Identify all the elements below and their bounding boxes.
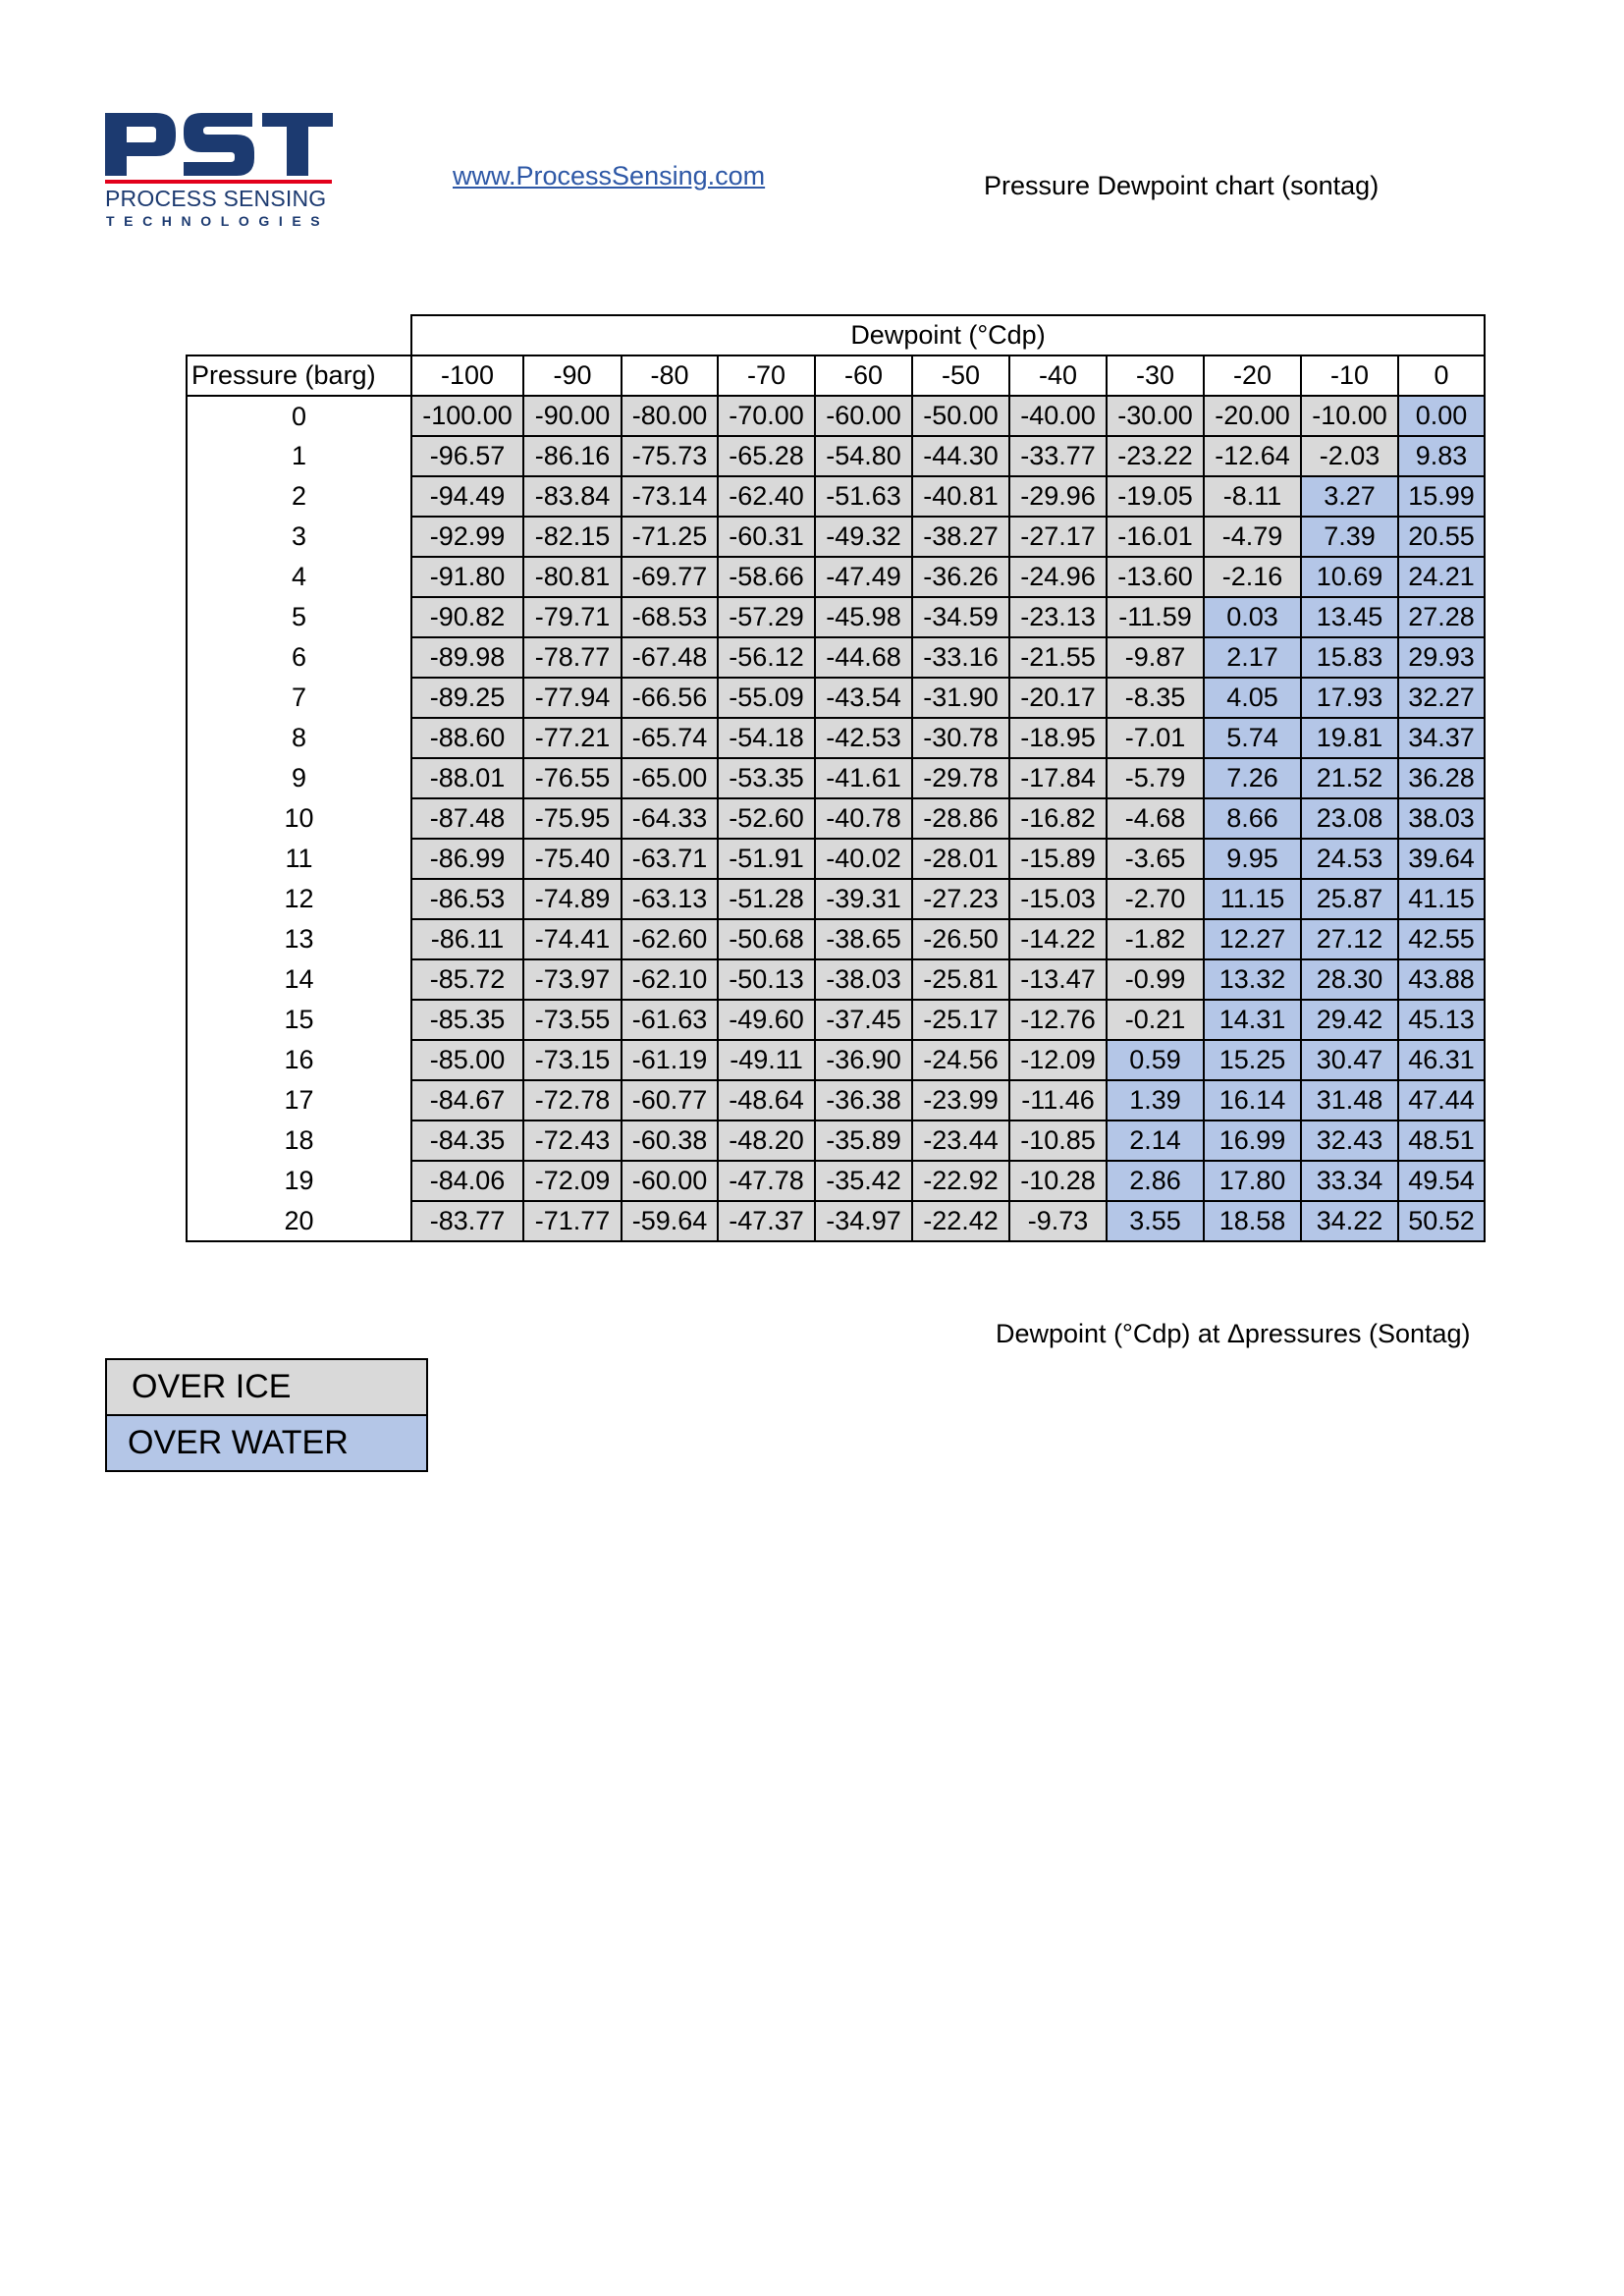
pst-logo-mark bbox=[105, 113, 333, 176]
dewpoint-cell-over-ice: -10.85 bbox=[1009, 1121, 1107, 1161]
pressure-cell: 12 bbox=[187, 879, 411, 919]
dewpoint-cell-over-ice: -30.78 bbox=[912, 718, 1009, 758]
dewpoint-cell-over-ice: -42.53 bbox=[815, 718, 912, 758]
dewpoint-cell-over-water: 17.93 bbox=[1301, 678, 1398, 718]
dewpoint-cell-over-ice: -55.09 bbox=[718, 678, 815, 718]
dewpoint-column-header: -90 bbox=[523, 355, 622, 396]
dewpoint-cell-over-ice: -14.22 bbox=[1009, 919, 1107, 959]
dewpoint-cell-over-water: 9.95 bbox=[1204, 839, 1301, 879]
dewpoint-cell-over-ice: -50.13 bbox=[718, 959, 815, 1000]
dewpoint-cell-over-ice: -36.90 bbox=[815, 1040, 912, 1080]
dewpoint-cell-over-water: 4.05 bbox=[1204, 678, 1301, 718]
dewpoint-cell-over-water: 34.22 bbox=[1301, 1201, 1398, 1241]
dewpoint-cell-over-ice: -10.00 bbox=[1301, 396, 1398, 436]
pst-logo bbox=[105, 113, 333, 229]
dewpoint-cell-over-ice: -28.86 bbox=[912, 798, 1009, 839]
dewpoint-cell-over-ice: -23.13 bbox=[1009, 597, 1107, 637]
dewpoint-cell-over-water: 3.27 bbox=[1301, 476, 1398, 517]
table-row bbox=[187, 396, 1485, 436]
legend-over-water: OVER WATER bbox=[105, 1414, 428, 1472]
dewpoint-cell-over-water: 3.55 bbox=[1107, 1201, 1204, 1241]
dewpoint-cell-over-ice: -62.40 bbox=[718, 476, 815, 517]
dewpoint-cell-over-water: 0.59 bbox=[1107, 1040, 1204, 1080]
dewpoint-cell-over-ice: -34.97 bbox=[815, 1201, 912, 1241]
dewpoint-cell-over-water: 27.28 bbox=[1398, 597, 1485, 637]
dewpoint-cell-over-ice: -51.28 bbox=[718, 879, 815, 919]
dewpoint-cell-over-ice: -72.43 bbox=[523, 1121, 622, 1161]
dewpoint-cell-over-ice: -70.00 bbox=[718, 396, 815, 436]
dewpoint-cell-over-ice: -44.68 bbox=[815, 637, 912, 678]
dewpoint-cell-over-ice: -54.80 bbox=[815, 436, 912, 476]
dewpoint-cell-over-ice: -48.20 bbox=[718, 1121, 815, 1161]
dewpoint-cell-over-water: 2.14 bbox=[1107, 1121, 1204, 1161]
dewpoint-cell-over-ice: -88.01 bbox=[411, 758, 523, 798]
dewpoint-cell-over-water: 34.37 bbox=[1398, 718, 1485, 758]
table-row bbox=[187, 597, 1485, 637]
table-row bbox=[187, 1040, 1485, 1080]
table-row bbox=[187, 718, 1485, 758]
table-row bbox=[187, 1201, 1485, 1241]
dewpoint-cell-over-ice: -8.35 bbox=[1107, 678, 1204, 718]
dewpoint-cell-over-ice: -58.66 bbox=[718, 557, 815, 597]
dewpoint-cell-over-ice: -65.28 bbox=[718, 436, 815, 476]
table-row bbox=[187, 758, 1485, 798]
dewpoint-cell-over-ice: -83.77 bbox=[411, 1201, 523, 1241]
pressure-cell: 5 bbox=[187, 597, 411, 637]
dewpoint-cell-over-ice: -62.60 bbox=[622, 919, 718, 959]
dewpoint-cell-over-ice: -22.92 bbox=[912, 1161, 1009, 1201]
dewpoint-cell-over-ice: -25.81 bbox=[912, 959, 1009, 1000]
dewpoint-table bbox=[186, 314, 1486, 1242]
logo-accent-line bbox=[105, 180, 332, 184]
pressure-cell: 15 bbox=[187, 1000, 411, 1040]
dewpoint-cell-over-water: 23.08 bbox=[1301, 798, 1398, 839]
dewpoint-cell-over-ice: -19.05 bbox=[1107, 476, 1204, 517]
chart-title: Pressure Dewpoint chart (sontag) bbox=[984, 171, 1380, 200]
dewpoint-cell-over-ice: -53.35 bbox=[718, 758, 815, 798]
dewpoint-cell-over-water: 7.26 bbox=[1204, 758, 1301, 798]
dewpoint-cell-over-ice: -12.76 bbox=[1009, 1000, 1107, 1040]
dewpoint-cell-over-ice: -73.55 bbox=[523, 1000, 622, 1040]
dewpoint-cell-over-ice: -72.78 bbox=[523, 1080, 622, 1121]
dewpoint-cell-over-ice: -89.98 bbox=[411, 637, 523, 678]
dewpoint-cell-over-water: 11.15 bbox=[1204, 879, 1301, 919]
dewpoint-cell-over-water: 28.30 bbox=[1301, 959, 1398, 1000]
dewpoint-cell-over-ice: -91.80 bbox=[411, 557, 523, 597]
dewpoint-cell-over-ice: -33.77 bbox=[1009, 436, 1107, 476]
dewpoint-cell-over-ice: -40.81 bbox=[912, 476, 1009, 517]
dewpoint-cell-over-ice: -40.00 bbox=[1009, 396, 1107, 436]
dewpoint-cell-over-ice: -8.11 bbox=[1204, 476, 1301, 517]
dewpoint-cell-over-ice: -30.00 bbox=[1107, 396, 1204, 436]
dewpoint-cell-over-ice: -18.95 bbox=[1009, 718, 1107, 758]
dewpoint-header: Dewpoint (°Cdp) bbox=[411, 315, 1485, 355]
dewpoint-cell-over-ice: -29.78 bbox=[912, 758, 1009, 798]
dewpoint-cell-over-ice: -38.03 bbox=[815, 959, 912, 1000]
dewpoint-cell-over-ice: -35.89 bbox=[815, 1121, 912, 1161]
dewpoint-cell-over-water: 31.48 bbox=[1301, 1080, 1398, 1121]
dewpoint-cell-over-ice: -60.31 bbox=[718, 517, 815, 557]
pressure-cell: 1 bbox=[187, 436, 411, 476]
dewpoint-cell-over-ice: -92.99 bbox=[411, 517, 523, 557]
dewpoint-cell-over-ice: -34.59 bbox=[912, 597, 1009, 637]
dewpoint-cell-over-ice: -90.00 bbox=[523, 396, 622, 436]
dewpoint-cell-over-ice: -59.64 bbox=[622, 1201, 718, 1241]
pressure-cell: 3 bbox=[187, 517, 411, 557]
pressure-cell: 10 bbox=[187, 798, 411, 839]
dewpoint-cell-over-ice: -86.11 bbox=[411, 919, 523, 959]
dewpoint-cell-over-ice: -84.35 bbox=[411, 1121, 523, 1161]
dewpoint-cell-over-ice: -56.12 bbox=[718, 637, 815, 678]
dewpoint-cell-over-water: 9.83 bbox=[1398, 436, 1485, 476]
dewpoint-cell-over-water: 2.86 bbox=[1107, 1161, 1204, 1201]
dewpoint-cell-over-ice: -94.49 bbox=[411, 476, 523, 517]
pressure-cell: 11 bbox=[187, 839, 411, 879]
dewpoint-cell-over-ice: -49.11 bbox=[718, 1040, 815, 1080]
dewpoint-cell-over-ice: -27.23 bbox=[912, 879, 1009, 919]
dewpoint-cell-over-ice: -20.17 bbox=[1009, 678, 1107, 718]
pressure-cell: 14 bbox=[187, 959, 411, 1000]
dewpoint-cell-over-ice: -23.22 bbox=[1107, 436, 1204, 476]
dewpoint-cell-over-water: 50.52 bbox=[1398, 1201, 1485, 1241]
dewpoint-cell-over-water: 10.69 bbox=[1301, 557, 1398, 597]
pressure-cell: 19 bbox=[187, 1161, 411, 1201]
dewpoint-cell-over-water: 24.21 bbox=[1398, 557, 1485, 597]
dewpoint-cell-over-ice: -74.41 bbox=[523, 919, 622, 959]
dewpoint-cell-over-ice: -33.16 bbox=[912, 637, 1009, 678]
dewpoint-cell-over-water: 13.45 bbox=[1301, 597, 1398, 637]
dewpoint-cell-over-ice: -29.96 bbox=[1009, 476, 1107, 517]
dewpoint-cell-over-ice: -38.27 bbox=[912, 517, 1009, 557]
dewpoint-cell-over-ice: -65.00 bbox=[622, 758, 718, 798]
dewpoint-cell-over-ice: -100.00 bbox=[411, 396, 523, 436]
dewpoint-cell-over-water: 27.12 bbox=[1301, 919, 1398, 959]
dewpoint-cell-over-ice: -84.67 bbox=[411, 1080, 523, 1121]
dewpoint-cell-over-water: 46.31 bbox=[1398, 1040, 1485, 1080]
dewpoint-cell-over-ice: -36.26 bbox=[912, 557, 1009, 597]
dewpoint-cell-over-water: 0.03 bbox=[1204, 597, 1301, 637]
dewpoint-cell-over-ice: -63.13 bbox=[622, 879, 718, 919]
dewpoint-cell-over-ice: -47.37 bbox=[718, 1201, 815, 1241]
dewpoint-cell-over-ice: -12.09 bbox=[1009, 1040, 1107, 1080]
dewpoint-cell-over-ice: -11.59 bbox=[1107, 597, 1204, 637]
dewpoint-cell-over-water: 21.52 bbox=[1301, 758, 1398, 798]
table-row bbox=[187, 557, 1485, 597]
dewpoint-cell-over-ice: -47.78 bbox=[718, 1161, 815, 1201]
dewpoint-cell-over-ice: -21.55 bbox=[1009, 637, 1107, 678]
dewpoint-cell-over-ice: -40.02 bbox=[815, 839, 912, 879]
table-row bbox=[187, 637, 1485, 678]
dewpoint-cell-over-water: 39.64 bbox=[1398, 839, 1485, 879]
dewpoint-cell-over-ice: -4.79 bbox=[1204, 517, 1301, 557]
dewpoint-cell-over-ice: -73.15 bbox=[523, 1040, 622, 1080]
dewpoint-cell-over-ice: -71.25 bbox=[622, 517, 718, 557]
dewpoint-cell-over-water: 12.27 bbox=[1204, 919, 1301, 959]
dewpoint-cell-over-ice: -67.48 bbox=[622, 637, 718, 678]
dewpoint-cell-over-ice: -73.97 bbox=[523, 959, 622, 1000]
table-caption: Dewpoint (°Cdp) at Δpressures (Sontag) bbox=[996, 1319, 1471, 1348]
dewpoint-cell-over-ice: -74.89 bbox=[523, 879, 622, 919]
dewpoint-cell-over-ice: -27.17 bbox=[1009, 517, 1107, 557]
dewpoint-cell-over-ice: -79.71 bbox=[523, 597, 622, 637]
dewpoint-cell-over-ice: -73.14 bbox=[622, 476, 718, 517]
table-row bbox=[187, 879, 1485, 919]
dewpoint-cell-over-ice: -23.44 bbox=[912, 1121, 1009, 1161]
table-row bbox=[187, 1161, 1485, 1201]
logo-company-name: PROCESS SENSING bbox=[105, 186, 327, 211]
table-row bbox=[187, 517, 1485, 557]
dewpoint-cell-over-ice: -11.46 bbox=[1009, 1080, 1107, 1121]
dewpoint-column-header: -50 bbox=[912, 355, 1009, 396]
dewpoint-cell-over-ice: -35.42 bbox=[815, 1161, 912, 1201]
dewpoint-cell-over-ice: -2.03 bbox=[1301, 436, 1398, 476]
table-row bbox=[187, 959, 1485, 1000]
dewpoint-cell-over-ice: -61.63 bbox=[622, 1000, 718, 1040]
dewpoint-cell-over-water: 30.47 bbox=[1301, 1040, 1398, 1080]
dewpoint-column-header: -40 bbox=[1009, 355, 1107, 396]
dewpoint-cell-over-ice: -77.21 bbox=[523, 718, 622, 758]
dewpoint-cell-over-ice: -47.49 bbox=[815, 557, 912, 597]
dewpoint-cell-over-ice: -78.77 bbox=[523, 637, 622, 678]
dewpoint-cell-over-ice: -44.30 bbox=[912, 436, 1009, 476]
dewpoint-cell-over-ice: -85.35 bbox=[411, 1000, 523, 1040]
dewpoint-cell-over-ice: -82.15 bbox=[523, 517, 622, 557]
dewpoint-cell-over-ice: -15.89 bbox=[1009, 839, 1107, 879]
table-row bbox=[187, 678, 1485, 718]
dewpoint-cell-over-water: 36.28 bbox=[1398, 758, 1485, 798]
dewpoint-cell-over-ice: -86.53 bbox=[411, 879, 523, 919]
dewpoint-cell-over-water: 15.99 bbox=[1398, 476, 1485, 517]
dewpoint-cell-over-water: 29.93 bbox=[1398, 637, 1485, 678]
dewpoint-cell-over-ice: -75.95 bbox=[523, 798, 622, 839]
dewpoint-cell-over-ice: -61.19 bbox=[622, 1040, 718, 1080]
dewpoint-cell-over-ice: -50.00 bbox=[912, 396, 1009, 436]
dewpoint-cell-over-ice: -96.57 bbox=[411, 436, 523, 476]
dewpoint-cell-over-water: 16.14 bbox=[1204, 1080, 1301, 1121]
dewpoint-cell-over-ice: -13.60 bbox=[1107, 557, 1204, 597]
dewpoint-cell-over-ice: -62.10 bbox=[622, 959, 718, 1000]
pressure-cell: 17 bbox=[187, 1080, 411, 1121]
pressure-cell: 18 bbox=[187, 1121, 411, 1161]
dewpoint-cell-over-ice: -60.00 bbox=[622, 1161, 718, 1201]
dewpoint-cell-over-ice: -26.50 bbox=[912, 919, 1009, 959]
dewpoint-cell-over-ice: -88.60 bbox=[411, 718, 523, 758]
dewpoint-cell-over-ice: -13.47 bbox=[1009, 959, 1107, 1000]
dewpoint-cell-over-ice: -24.56 bbox=[912, 1040, 1009, 1080]
dewpoint-cell-over-water: 33.34 bbox=[1301, 1161, 1398, 1201]
dewpoint-cell-over-ice: -23.99 bbox=[912, 1080, 1009, 1121]
dewpoint-cell-over-water: 15.83 bbox=[1301, 637, 1398, 678]
dewpoint-cell-over-ice: -20.00 bbox=[1204, 396, 1301, 436]
pressure-cell: 2 bbox=[187, 476, 411, 517]
dewpoint-cell-over-water: 17.80 bbox=[1204, 1161, 1301, 1201]
dewpoint-cell-over-ice: -9.73 bbox=[1009, 1201, 1107, 1241]
dewpoint-cell-over-water: 19.81 bbox=[1301, 718, 1398, 758]
legend bbox=[105, 1358, 428, 1472]
pressure-cell: 16 bbox=[187, 1040, 411, 1080]
dewpoint-cell-over-ice: -2.70 bbox=[1107, 879, 1204, 919]
dewpoint-cell-over-ice: -86.99 bbox=[411, 839, 523, 879]
dewpoint-cell-over-ice: -49.32 bbox=[815, 517, 912, 557]
table-row bbox=[187, 476, 1485, 517]
dewpoint-cell-over-water: 20.55 bbox=[1398, 517, 1485, 557]
dewpoint-cell-over-ice: -60.00 bbox=[815, 396, 912, 436]
dewpoint-cell-over-ice: -15.03 bbox=[1009, 879, 1107, 919]
dewpoint-cell-over-ice: -5.79 bbox=[1107, 758, 1204, 798]
dewpoint-column-header: -100 bbox=[411, 355, 523, 396]
dewpoint-cell-over-water: 48.51 bbox=[1398, 1121, 1485, 1161]
pressure-cell: 13 bbox=[187, 919, 411, 959]
dewpoint-cell-over-ice: -39.31 bbox=[815, 879, 912, 919]
dewpoint-cell-over-ice: -31.90 bbox=[912, 678, 1009, 718]
pressure-cell: 8 bbox=[187, 718, 411, 758]
dewpoint-cell-over-ice: -48.64 bbox=[718, 1080, 815, 1121]
pressure-header: Pressure (barg) bbox=[187, 355, 411, 396]
dewpoint-cell-over-ice: -24.96 bbox=[1009, 557, 1107, 597]
dewpoint-cell-over-ice: -28.01 bbox=[912, 839, 1009, 879]
dewpoint-cell-over-ice: -3.65 bbox=[1107, 839, 1204, 879]
dewpoint-cell-over-water: 16.99 bbox=[1204, 1121, 1301, 1161]
dewpoint-cell-over-water: 5.74 bbox=[1204, 718, 1301, 758]
dewpoint-cell-over-ice: -75.73 bbox=[622, 436, 718, 476]
dewpoint-cell-over-water: 8.66 bbox=[1204, 798, 1301, 839]
dewpoint-cell-over-water: 14.31 bbox=[1204, 1000, 1301, 1040]
dewpoint-cell-over-ice: -87.48 bbox=[411, 798, 523, 839]
dewpoint-column-header: -30 bbox=[1107, 355, 1204, 396]
dewpoint-cell-over-ice: -12.64 bbox=[1204, 436, 1301, 476]
dewpoint-cell-over-ice: -76.55 bbox=[523, 758, 622, 798]
dewpoint-cell-over-ice: -68.53 bbox=[622, 597, 718, 637]
dewpoint-column-header: -10 bbox=[1301, 355, 1398, 396]
dewpoint-cell-over-water: 2.17 bbox=[1204, 637, 1301, 678]
dewpoint-cell-over-ice: -7.01 bbox=[1107, 718, 1204, 758]
dewpoint-cell-over-ice: -85.72 bbox=[411, 959, 523, 1000]
dewpoint-cell-over-ice: -1.82 bbox=[1107, 919, 1204, 959]
dewpoint-cell-over-ice: -0.99 bbox=[1107, 959, 1204, 1000]
dewpoint-cell-over-ice: -37.45 bbox=[815, 1000, 912, 1040]
dewpoint-cell-over-ice: -51.91 bbox=[718, 839, 815, 879]
dewpoint-column-header: 0 bbox=[1398, 355, 1485, 396]
dewpoint-cell-over-ice: -10.28 bbox=[1009, 1161, 1107, 1201]
dewpoint-cell-over-water: 29.42 bbox=[1301, 1000, 1398, 1040]
dewpoint-cell-over-ice: -17.84 bbox=[1009, 758, 1107, 798]
pressure-cell: 0 bbox=[187, 396, 411, 436]
dewpoint-cell-over-ice: -38.65 bbox=[815, 919, 912, 959]
dewpoint-cell-over-water: 42.55 bbox=[1398, 919, 1485, 959]
dewpoint-column-header: -60 bbox=[815, 355, 912, 396]
dewpoint-cell-over-ice: -80.81 bbox=[523, 557, 622, 597]
dewpoint-cell-over-ice: -41.61 bbox=[815, 758, 912, 798]
dewpoint-cell-over-ice: -40.78 bbox=[815, 798, 912, 839]
table-row bbox=[187, 1000, 1485, 1040]
dewpoint-cell-over-ice: -83.84 bbox=[523, 476, 622, 517]
dewpoint-cell-over-water: 49.54 bbox=[1398, 1161, 1485, 1201]
dewpoint-cell-over-ice: -43.54 bbox=[815, 678, 912, 718]
dewpoint-cell-over-ice: -75.40 bbox=[523, 839, 622, 879]
dewpoint-cell-over-ice: -80.00 bbox=[622, 396, 718, 436]
dewpoint-cell-over-ice: -36.38 bbox=[815, 1080, 912, 1121]
table-row bbox=[187, 1080, 1485, 1121]
dewpoint-cell-over-ice: -84.06 bbox=[411, 1161, 523, 1201]
dewpoint-cell-over-ice: -25.17 bbox=[912, 1000, 1009, 1040]
dewpoint-cell-over-ice: -57.29 bbox=[718, 597, 815, 637]
logo-company-subtitle: TECHNOLOGIES bbox=[106, 213, 330, 229]
dewpoint-cell-over-ice: -85.00 bbox=[411, 1040, 523, 1080]
dewpoint-cell-over-ice: -90.82 bbox=[411, 597, 523, 637]
dewpoint-column-header: -80 bbox=[622, 355, 718, 396]
dewpoint-cell-over-ice: -51.63 bbox=[815, 476, 912, 517]
dewpoint-cell-over-water: 18.58 bbox=[1204, 1201, 1301, 1241]
dewpoint-cell-over-ice: -77.94 bbox=[523, 678, 622, 718]
dewpoint-cell-over-water: 0.00 bbox=[1398, 396, 1485, 436]
dewpoint-cell-over-ice: -66.56 bbox=[622, 678, 718, 718]
table-row bbox=[187, 839, 1485, 879]
dewpoint-cell-over-ice: -89.25 bbox=[411, 678, 523, 718]
dewpoint-cell-over-ice: -50.68 bbox=[718, 919, 815, 959]
pressure-cell: 20 bbox=[187, 1201, 411, 1241]
table-row bbox=[187, 1121, 1485, 1161]
dewpoint-cell-over-ice: -60.77 bbox=[622, 1080, 718, 1121]
dewpoint-cell-over-ice: -65.74 bbox=[622, 718, 718, 758]
table-row bbox=[187, 919, 1485, 959]
dewpoint-cell-over-water: 41.15 bbox=[1398, 879, 1485, 919]
dewpoint-cell-over-water: 47.44 bbox=[1398, 1080, 1485, 1121]
dewpoint-cell-over-ice: -0.21 bbox=[1107, 1000, 1204, 1040]
dewpoint-cell-over-ice: -63.71 bbox=[622, 839, 718, 879]
dewpoint-cell-over-ice: -64.33 bbox=[622, 798, 718, 839]
legend-over-ice: OVER ICE bbox=[105, 1358, 428, 1416]
dewpoint-cell-over-water: 1.39 bbox=[1107, 1080, 1204, 1121]
pressure-cell: 9 bbox=[187, 758, 411, 798]
dewpoint-cell-over-ice: -54.18 bbox=[718, 718, 815, 758]
dewpoint-cell-over-water: 32.43 bbox=[1301, 1121, 1398, 1161]
dewpoint-cell-over-ice: -22.42 bbox=[912, 1201, 1009, 1241]
dewpoint-cell-over-ice: -16.82 bbox=[1009, 798, 1107, 839]
dewpoint-cell-over-ice: -49.60 bbox=[718, 1000, 815, 1040]
dewpoint-cell-over-water: 45.13 bbox=[1398, 1000, 1485, 1040]
dewpoint-cell-over-water: 38.03 bbox=[1398, 798, 1485, 839]
dewpoint-cell-over-ice: -4.68 bbox=[1107, 798, 1204, 839]
pressure-cell: 7 bbox=[187, 678, 411, 718]
dewpoint-cell-over-ice: -2.16 bbox=[1204, 557, 1301, 597]
pressure-cell: 4 bbox=[187, 557, 411, 597]
dewpoint-cell-over-ice: -9.87 bbox=[1107, 637, 1204, 678]
website-link[interactable]: www.ProcessSensing.com bbox=[453, 161, 766, 191]
dewpoint-cell-over-water: 25.87 bbox=[1301, 879, 1398, 919]
dewpoint-cell-over-ice: -72.09 bbox=[523, 1161, 622, 1201]
pressure-cell: 6 bbox=[187, 637, 411, 678]
dewpoint-cell-over-ice: -69.77 bbox=[622, 557, 718, 597]
dewpoint-cell-over-water: 43.88 bbox=[1398, 959, 1485, 1000]
dewpoint-column-header: -20 bbox=[1204, 355, 1301, 396]
dewpoint-cell-over-water: 32.27 bbox=[1398, 678, 1485, 718]
dewpoint-cell-over-ice: -86.16 bbox=[523, 436, 622, 476]
dewpoint-cell-over-ice: -71.77 bbox=[523, 1201, 622, 1241]
dewpoint-cell-over-ice: -45.98 bbox=[815, 597, 912, 637]
dewpoint-cell-over-ice: -52.60 bbox=[718, 798, 815, 839]
dewpoint-cell-over-ice: -60.38 bbox=[622, 1121, 718, 1161]
dewpoint-cell-over-water: 13.32 bbox=[1204, 959, 1301, 1000]
dewpoint-cell-over-water: 24.53 bbox=[1301, 839, 1398, 879]
dewpoint-cell-over-water: 15.25 bbox=[1204, 1040, 1301, 1080]
dewpoint-cell-over-ice: -16.01 bbox=[1107, 517, 1204, 557]
table-row bbox=[187, 798, 1485, 839]
table-row bbox=[187, 436, 1485, 476]
dewpoint-cell-over-water: 7.39 bbox=[1301, 517, 1398, 557]
dewpoint-column-header: -70 bbox=[718, 355, 815, 396]
